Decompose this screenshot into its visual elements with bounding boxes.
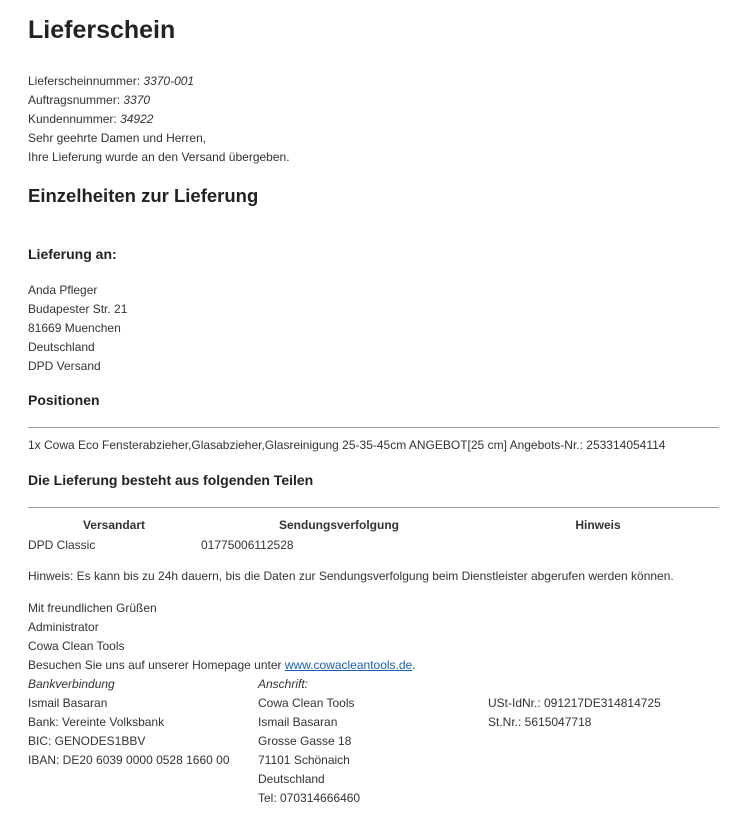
tax-line: St.Nr.: 5615047718 bbox=[488, 715, 592, 729]
ship-to-line: Anda Pfleger bbox=[28, 283, 98, 297]
column-header-tracking: Sendungsverfolgung bbox=[279, 518, 399, 532]
ship-to-heading: Lieferung an: bbox=[28, 246, 117, 262]
tracking-note: Hinweis: Es kann bis zu 24h dauern, bis die Daten zur Sendungsverfolgung beim Dienstleister abgerufen werden können. bbox=[28, 569, 674, 583]
closing-line: Cowa Clean Tools bbox=[28, 639, 125, 653]
order-number-line bbox=[28, 91, 150, 110]
address-line: Grosse Gasse 18 bbox=[258, 734, 352, 748]
bank-line: Ismail Basaran bbox=[28, 696, 108, 710]
details-heading: Einzelheiten zur Lieferung bbox=[28, 185, 259, 206]
order-number: 3370 bbox=[123, 93, 151, 107]
divider bbox=[28, 507, 719, 508]
closing-line: Administrator bbox=[28, 620, 99, 634]
ship-to-line: Budapester Str. 21 bbox=[28, 302, 128, 316]
bank-line: Bank: Vereinte Volksbank bbox=[28, 715, 165, 729]
address-line: Cowa Clean Tools bbox=[258, 696, 355, 710]
address-line: Deutschland bbox=[258, 772, 325, 786]
homepage-line bbox=[28, 656, 416, 675]
customer-number-label: Kundennummer: bbox=[28, 112, 121, 126]
ship-to-line: DPD Versand bbox=[28, 359, 101, 373]
bank-heading: Bankverbindung bbox=[28, 677, 115, 691]
tax-line: USt-IdNr.: 091217DE314814725 bbox=[488, 696, 661, 710]
shipping-method-cell: DPD Classic bbox=[28, 538, 96, 552]
delivery-number-label: Lieferscheinnummer: bbox=[28, 74, 144, 88]
parts-heading: Die Lieferung besteht aus folgenden Teilen bbox=[28, 472, 314, 488]
bank-line: BIC: GENODES1BBV bbox=[28, 734, 146, 748]
tracking-number-cell: 01775006112528 bbox=[201, 538, 294, 552]
divider bbox=[28, 427, 719, 428]
customer-number: 34922 bbox=[120, 112, 154, 126]
delivery-number: 3370-001 bbox=[143, 74, 195, 88]
bank-line: IBAN: DE20 6039 0000 0528 1660 00 bbox=[28, 753, 230, 767]
address-heading: Anschrift: bbox=[258, 677, 309, 691]
order-number-label: Auftragsnummer: bbox=[28, 93, 124, 107]
address-line: Ismail Basaran bbox=[258, 715, 338, 729]
address-line: Tel: 070314666460 bbox=[258, 791, 361, 805]
ship-to-line: Deutschland bbox=[28, 340, 95, 354]
delivery-number-line bbox=[28, 72, 194, 91]
ship-to-line: 81669 Muenchen bbox=[28, 321, 121, 335]
page-title: Lieferschein bbox=[28, 16, 176, 44]
homepage-suffix: . bbox=[412, 658, 416, 672]
homepage-prefix: Besuchen Sie uns auf unserer Homepage unter bbox=[28, 658, 285, 672]
positions-heading: Positionen bbox=[28, 392, 100, 408]
column-header-note: Hinweis bbox=[575, 518, 621, 532]
greeting: Sehr geehrte Damen und Herren, bbox=[28, 131, 207, 145]
closing-line: Mit freundlichen Grüßen bbox=[28, 601, 157, 615]
shipment-message: Ihre Lieferung wurde an den Versand übergeben. bbox=[28, 150, 290, 164]
position-item: 1x Cowa Eco Fensterabzieher,Glasabzieher,Glasreinigung 25-35-45cm ANGEBOT[25 cm] Angebots-Nr.: 253314054114 bbox=[28, 438, 666, 452]
homepage-link[interactable]: www.cowacleantools.de bbox=[284, 658, 413, 672]
address-line: 71101 Schönaich bbox=[258, 753, 350, 767]
column-header-shipping-method: Versandart bbox=[82, 518, 146, 532]
customer-number-line bbox=[28, 110, 153, 129]
